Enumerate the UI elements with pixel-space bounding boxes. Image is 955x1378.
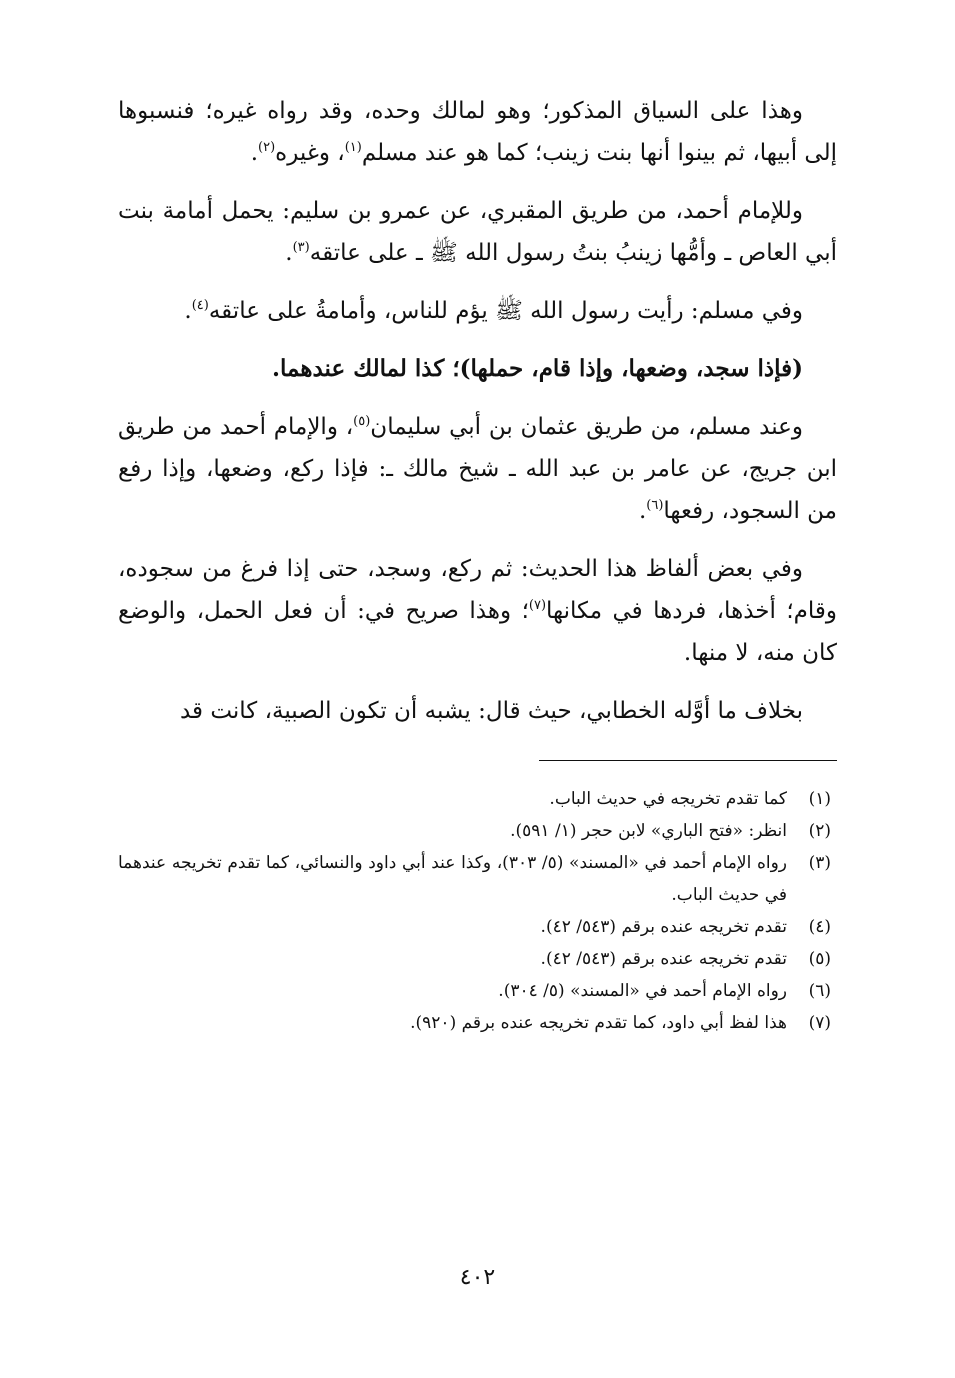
- footnote-marker: (٣): [292, 240, 310, 255]
- footnote-number: (٦): [808, 981, 831, 1001]
- paragraph-1: [118, 90, 837, 174]
- footnote-marker: (٥): [353, 414, 371, 429]
- footnote-item: [118, 975, 831, 1007]
- footnotes: [118, 783, 837, 1039]
- footnote-marker: (٤): [191, 298, 209, 313]
- paragraph-text: .: [638, 498, 647, 524]
- footnote-item: [118, 943, 831, 975]
- footnote-marker: (١): [344, 140, 362, 155]
- paragraph-text: وهذا على السياق المذكور؛ وهو لمالك وحده، وقد رواه غيره؛ فنسبوها إلى أبيها، ثم بينوا أنها بنت زينب؛ كما هو عند مسلم: [118, 98, 837, 166]
- footnote-item: [118, 1007, 831, 1039]
- paragraph-6: [118, 548, 837, 674]
- footnote-item: [118, 815, 831, 847]
- footnote-number: (٤): [808, 917, 831, 937]
- paragraph-text: (فإذا سجد، وضعها، وإذا قام، حملها)؛ كذا لمالك عندهما.: [272, 355, 803, 382]
- paragraph-2: [118, 190, 837, 274]
- footnote-separator: [539, 760, 837, 761]
- paragraph-4: [118, 348, 837, 390]
- paragraph-text: وللإمام أحمد، من طريق المقبري، عن عمرو بن سليم: يحمل أمامة بنت أبي العاص ـ وأمُّها زينبُ بنتُ رسول الله ﷺ ـ على عاتقه: [118, 198, 837, 266]
- paragraph-7: [118, 690, 837, 732]
- paragraph-text: .: [250, 140, 259, 166]
- footnote-item: [118, 911, 831, 943]
- footnote-text: تقدم تخريجه عنده برقم (٥٤٣/ ٤٢).: [540, 917, 787, 937]
- footnote-marker: (٢): [258, 140, 276, 155]
- paragraph-text: وعند مسلم، من طريق عثمان بن أبي سليمان: [370, 414, 804, 440]
- paragraph-5: [118, 406, 837, 532]
- footnote-text: رواه الإمام أحمد في «المسند» (٥/ ٣٠٣)، وكذا عند أبي داود والنسائي، كما تقدم تخريجه عندهما في حديث الباب.: [118, 853, 787, 905]
- paragraph-text: ؛ وهذا صريح في: أن فعل الحمل، والوضع كان منه، لا منها.: [118, 598, 837, 666]
- footnote-text: رواه الإمام أحمد في «المسند» (٥/ ٣٠٤).: [498, 981, 787, 1001]
- footnote-number: (٧): [808, 1013, 831, 1033]
- paragraph-text: ، وغيره: [275, 140, 345, 166]
- footnote-text: تقدم تخريجه عنده برقم (٥٤٣/ ٤٢).: [540, 949, 787, 969]
- footnote-item: [118, 783, 831, 815]
- footnote-number: (٣): [808, 853, 831, 873]
- footnote-text: انظر: «فتح الباري» لابن حجر (١/ ٥٩١).: [510, 821, 787, 841]
- paragraph-text: ، والإمام أحمد من طريق ابن جريج، عن عامر بن عبد الله ـ شيخ مالك ـ: فإذا ركع، وضعها، وإذا رفع من السجود، رفعها: [118, 414, 837, 524]
- footnote-text: هذا لفظ أبي داود، كما تقدم تخريجه عنده برقم (٩٢٠).: [410, 1013, 787, 1033]
- footnote-item: [118, 847, 831, 911]
- footnote-marker: (٦): [646, 498, 664, 513]
- footnote-number: (٥): [808, 949, 831, 969]
- main-text: [118, 90, 837, 732]
- paragraph-text: وفي مسلم: رأيت رسول الله ﷺ يؤم للناس، وأمامةُ على عاتقه: [208, 298, 803, 324]
- footnote-text: كما تقدم تخريجه في حديث الباب.: [549, 789, 787, 809]
- page-number: ٤٠٢: [459, 1265, 496, 1290]
- footnote-number: (٢): [808, 821, 831, 841]
- paragraph-text: .: [285, 240, 293, 266]
- footnote-number: (١): [808, 789, 831, 809]
- paragraph-3: [118, 290, 837, 332]
- footnote-marker: (٧): [528, 598, 547, 613]
- paragraph-text: وفي بعض ألفاظ هذا الحديث: ثم ركع، وسجد، حتى إذا فرغ من سجوده، وقام؛ أخذها، فردها في مكانها: [118, 556, 837, 624]
- paragraph-text: .: [184, 298, 192, 324]
- paragraph-text: بخلاف ما أوَّله الخطابي، حيث قال: يشبه أن تكون الصبية، كانت قد: [179, 698, 803, 724]
